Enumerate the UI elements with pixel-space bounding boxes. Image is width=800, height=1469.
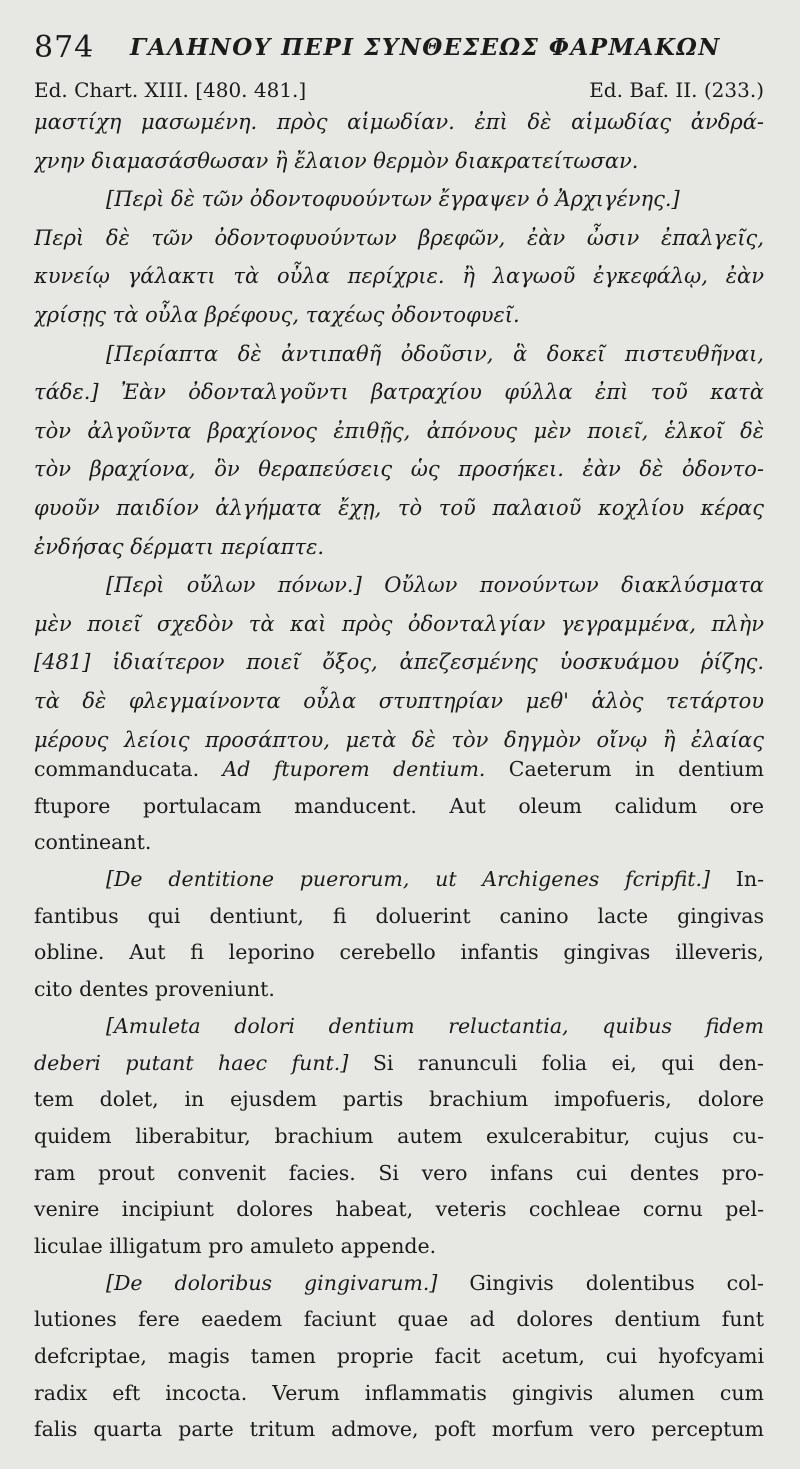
greek-line: [Περὶ δὲ τῶν ὀδοντοφυούντων ἔγραψεν ὁ Ἀρχιγένης.] [106, 187, 680, 212]
latin-text: Si ranunculi folia ei, qui den- [372, 1050, 764, 1075]
latin-line: fantibus qui dentiunt, fi doluerint canino lacte gingivas [34, 903, 764, 928]
greek-line: χνην διαμασάσθωσαν ἢ ἔλαιον θερμὸν διακρατείτωσαν. [34, 148, 639, 173]
latin-line: liculae illigatum pro amuleto appende. [34, 1233, 437, 1258]
latin-line: ram prout convenit facies. Si vero infans cui dentes pro- [34, 1160, 764, 1185]
greek-line: μαστίχη μασωμένη. πρὸς αἱμωδίαν. ἐπὶ δὲ αἱμωδίας ἀνδρά- [34, 110, 764, 134]
section-heading: [De doloribus gingivarum.] [106, 1270, 438, 1295]
latin-line: lutiones fere eaedem faciunt quae ad dolores dentium funt [34, 1307, 764, 1332]
latin-line: falis quarta parte tritum admove, poft morfum vero perceptum [34, 1417, 764, 1442]
latin-line: ftupore portulacam manducent. Aut oleum calidum ore [34, 793, 764, 818]
greek-line: [481] ἰδιαίτερον ποιεῖ ὄξος, ἀπεζεσμένης ὑοσκυάμου ῥίζης. [34, 650, 764, 675]
section-heading: deberi putant haec funt.] [34, 1050, 349, 1075]
greek-line: τὸν ἀλγοῦντα βραχίονος ἐπιθῇς, ἀπόνους μὲν ποιεῖ, ἑλκοῖ δὲ [34, 418, 764, 443]
greek-line: [Περίαπτα δὲ ἀντιπαθῆ ὀδοῦσιν, ἃ δοκεῖ πιστευθῆναι, [106, 341, 764, 366]
latin-text: Caeterum in dentium [508, 757, 764, 781]
greek-text-block [34, 103, 764, 759]
latin-line [34, 1265, 764, 1302]
greek-line: ἐνδήσας δέρματι περίαπτε. [34, 534, 325, 559]
greek-line: μέρους λείοις προσάπτου, μετὰ δὲ τὸν δηγμὸν οἴνῳ ἢ ἐλαίας [34, 727, 764, 752]
latin-line [34, 751, 764, 788]
latin-line [34, 1045, 764, 1082]
edition-reference-line [34, 78, 764, 106]
greek-line: χρίσῃς τὰ οὖλα βρέφους, ταχέως ὀδοντοφυεῖ. [34, 302, 520, 327]
latin-line: venire incipiunt dolores habeat, veteris cochleae cornu pel- [34, 1197, 764, 1222]
running-title: ΓΑΛΗΝΟΥ ΠΕΡΙ ΣΥΝΘΕΣΕΩΣ ΦΑΡΜΑΚΩΝ [130, 34, 721, 61]
greek-line: τάδε.] Ἐὰν ὀδονταλγοῦντι βατραχίου φύλλα ἐπὶ τοῦ κατὰ [34, 380, 764, 405]
latin-text: Gingivis dolentibus col- [469, 1270, 764, 1295]
greek-line: φυοῦν παιδίον ἀλγήματα ἔχῃ, τὸ τοῦ παλαιοῦ κοχλίου κέρας [34, 495, 764, 520]
latin-text: In- [735, 867, 764, 892]
section-heading: [Amuleta dolori dentium reluctantia, quibus fidem [106, 1013, 764, 1038]
latin-line: cito dentes proveniunt. [34, 977, 275, 1002]
latin-line: contineant. [34, 830, 152, 855]
latin-line: defcriptae, magis tamen proprie facit acetum, cui hyofcyami [34, 1344, 764, 1368]
greek-line: μὲν ποιεῖ σχεδὸν τὰ καὶ πρὸς ὀδονταλγίαν γεγραμμένα, πλὴν [34, 611, 764, 636]
edition-chart-reference: Ed. Chart. XIII. [480. 481.] [34, 78, 307, 102]
section-heading: [De dentitione puerorum, ut Archigenes fcripfit.] [106, 867, 710, 892]
running-header [34, 30, 764, 74]
greek-line: [Περὶ οὔλων πόνων.] Οὔλων πονούντων διακλύσματα [106, 573, 764, 598]
greek-line: τὸν βραχίονα, ὃν θεραπεύσεις ὡς προσήκει. ἐὰν δὲ ὀδοντο- [34, 457, 764, 482]
section-heading: Ad ftuporem dentium. [222, 757, 486, 781]
edition-basel-reference: Ed. Baf. II. (233.) [589, 78, 764, 102]
latin-line: obline. Aut fi leporino cerebello infantis gingivas illeveris, [34, 940, 764, 965]
latin-line: radix eft incocta. Verum inflammatis gingivis alumen cum [34, 1380, 764, 1405]
greek-line: κυνείῳ γάλακτι τὰ οὖλα περίχριε. ἢ λαγωοῦ ἐγκεφάλῳ, ἐὰν [34, 264, 764, 289]
greek-line: Περὶ δὲ τῶν ὀδοντοφυούντων βρεφῶν, ἐὰν ὦσιν ἐπαλγεῖς, [34, 225, 764, 250]
greek-line: τὰ δὲ φλεγμαίνοντα οὖλα στυπτηρίαν μεθ' ἁλὸς τετάρτου [34, 688, 764, 713]
latin-line [34, 861, 764, 898]
page-number: 874 [34, 30, 95, 65]
latin-line: tem dolet, in ejusdem partis brachium impofueris, dolore [34, 1087, 764, 1112]
latin-line: quidem liberabitur, brachium autem exulcerabitur, cujus cu- [34, 1123, 764, 1148]
latin-text: commanducata. [34, 757, 200, 781]
latin-text-block [34, 751, 764, 1448]
